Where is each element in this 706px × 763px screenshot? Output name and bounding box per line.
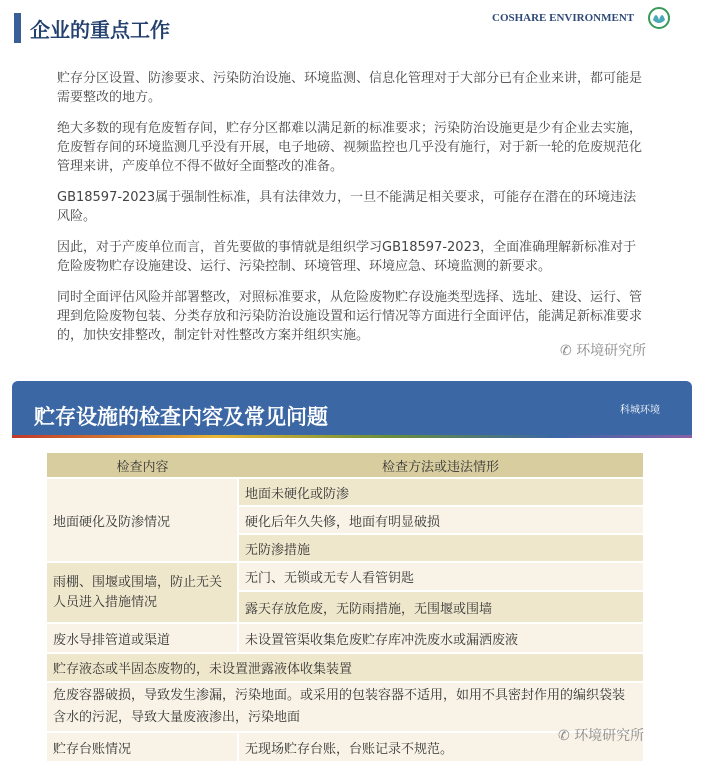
title-accent-bar (14, 13, 21, 43)
table-row: 废水导排管道或渠道 未设置管渠收集危废贮存库冲洗废水或漏洒废液 (47, 623, 643, 653)
brand-name: COSHARE ENVIRONMENT (492, 12, 635, 24)
table-row: 硬化后年久失修，地面有明显破损 (47, 506, 643, 534)
banner-stripe (12, 435, 692, 438)
table-row: 贮存台账情况 无现场贮存台账，台账记录不规范。 (47, 732, 643, 762)
table-row: 雨棚、围堰或围墙，防止无关人员进入措施情况 无门、无锁或无专人看管钥匙 (47, 562, 643, 591)
watermark: ✆ 环境研究所 (558, 728, 645, 744)
leaf-logo-icon (648, 6, 670, 30)
table-row: 地面硬化及防渗情况 地面未硬化或防渗 (47, 478, 643, 506)
paragraph: GB18597-2023属于强制性标准，具有法律效力，一旦不能满足相关要求，可能存在潜在的环境违法风险。 (57, 190, 637, 224)
paragraph: 同时全面评估风险并部署整改，对照标准要求，从危险废物贮存设施类型选择、选址、建设、运行、管理到危险废物包装、分类存放和污染防治设施设置和运行情况等方面进行全面评估，能满足新标准要求的，加快安排整改，制定针对性整改方案并组织实施。 (57, 290, 643, 343)
table-row: 无防渗措施 (47, 534, 643, 562)
body-text (57, 69, 647, 357)
paragraph: 绝大多数的现有危废暂存间，贮存分区都难以满足新的标准要求；污染防治设施更是少有企业去实施，危废暂存间的环境监测几乎没有开展，电子地磅、视频监控也几乎没有施行，对于新一轮的危废规范化管理来讲，产废单位不得不做好全面整改的准备。 (57, 121, 643, 174)
table-row: 露天存放危废，无防雨措施，无围堰或围墙 (47, 591, 643, 623)
paragraph: 贮存分区设置、防渗要求、污染防治设施、环境监测、信息化管理对于大部分已有企业来讲，都可能是需要整改的地方。 (57, 71, 643, 105)
paragraph: 因此，对于产废单位而言，首先要做的事情就是组织学习GB18597-2023，全面准确理解新标准对于危险废物贮存设施建设、运行、污染控制、环境管理、环境应急、环境监测的新要求。 (57, 240, 637, 274)
table-row: 危废容器破损，导致发生渗漏，污染地面。或采用的包装容器不适用，如用不具密封作用的编织袋装含水的污泥，导致大量废液渗出，污染地面 (47, 682, 643, 732)
section-title: 贮存设施的检查内容及常见问题 (34, 405, 328, 429)
section-logo: 科城环境 (620, 405, 660, 416)
col-header: 检查内容 (47, 453, 238, 478)
page-title: 企业的重点工作 (30, 18, 170, 42)
inspection-table (47, 453, 643, 763)
table-row: 贮存液态或半固态废物的，未设置泄露液体收集装置 (47, 653, 643, 682)
watermark: ✆ 环境研究所 (560, 343, 647, 359)
col-header: 检查方法或违法情形 (238, 453, 643, 478)
